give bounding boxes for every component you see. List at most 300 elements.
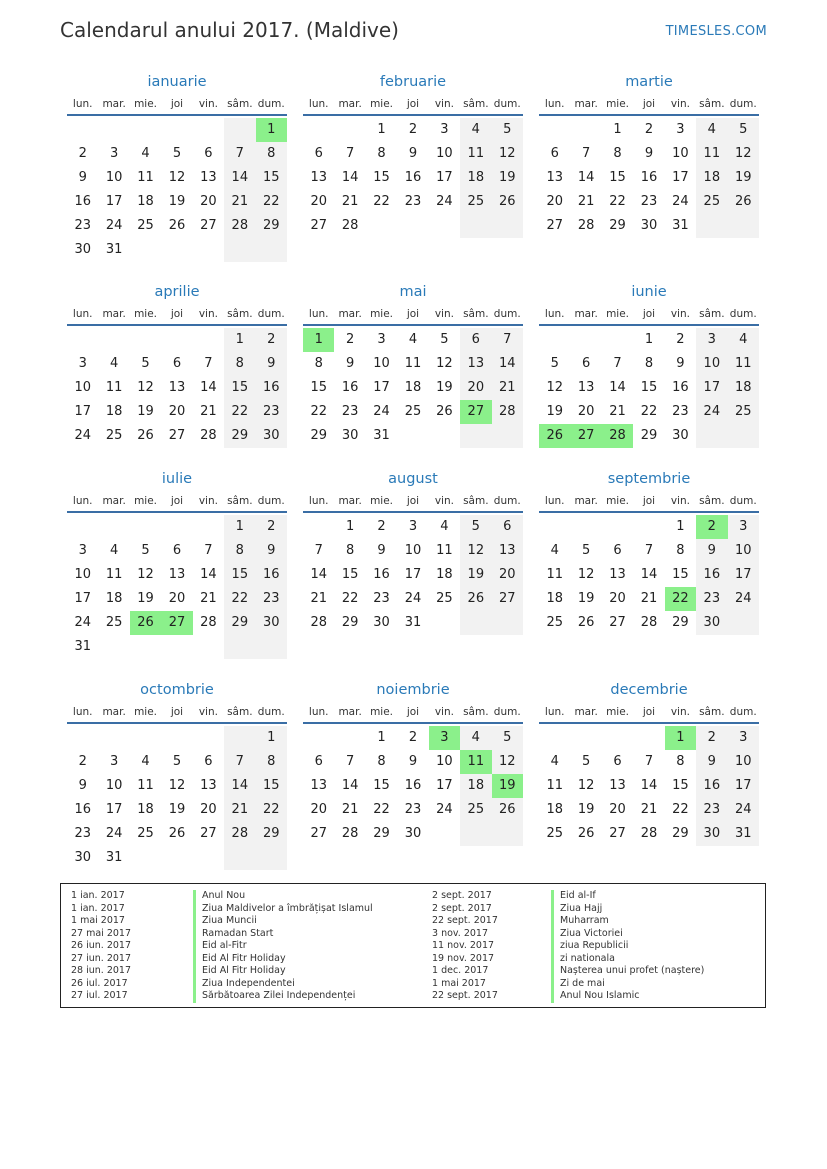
day-cell: 1	[303, 328, 334, 352]
empty-cell	[193, 515, 224, 539]
day-cell: 30	[404, 826, 422, 841]
day-cell: 19	[168, 802, 186, 817]
month-name: martie	[625, 74, 673, 90]
holiday-name-left: Ziua Independentei	[193, 978, 373, 991]
day-cell: 15	[310, 380, 327, 395]
day-cell: 19	[460, 563, 491, 587]
weekday-label: lun.	[72, 495, 93, 507]
day-cell: 2	[256, 515, 287, 539]
empty-cell	[492, 214, 523, 238]
day-cell: 27	[609, 826, 626, 841]
day-cell: 21	[224, 190, 255, 214]
weekday-label: mar.	[102, 706, 126, 718]
day-cell: 26	[577, 826, 595, 841]
day-cell: 19	[577, 802, 595, 817]
day-cell: 6	[613, 543, 622, 558]
day-cell: 4	[141, 146, 150, 161]
day-cell: 21	[640, 802, 658, 817]
empty-cell	[130, 328, 161, 352]
day-cell: 5	[581, 754, 591, 769]
day-cell: 10	[728, 750, 759, 774]
day-cell: 20	[200, 802, 217, 817]
day-cell: 12	[492, 142, 523, 166]
day-cell: 24	[728, 798, 759, 822]
weekday-label: joi	[642, 706, 656, 718]
day-cell: 12	[577, 778, 595, 793]
day-cell: 19	[137, 591, 154, 606]
day-cell: 18	[546, 591, 563, 606]
empty-cell	[256, 238, 287, 262]
empty-cell	[98, 726, 129, 750]
weekday-label: dum.	[729, 495, 757, 507]
weekday-label: joi	[642, 495, 656, 507]
empty-cell	[602, 515, 633, 539]
holiday-date-right: 22 sept. 2017	[432, 915, 498, 926]
day-cell: 26	[577, 615, 595, 630]
day-cell: 31	[74, 639, 91, 654]
empty-cell	[633, 515, 664, 539]
day-cell: 6	[550, 146, 559, 161]
day-cell: 29	[373, 826, 390, 841]
day-cell: 16	[74, 802, 91, 817]
day-cell: 23	[256, 400, 287, 424]
day-grid	[67, 515, 287, 659]
day-cell: 23	[640, 194, 658, 209]
month-name: noiembrie	[376, 682, 450, 698]
day-cell: 14	[577, 170, 595, 185]
day-cell: 22	[672, 802, 689, 817]
day-cell: 10	[436, 754, 453, 769]
weekday-label: lun.	[544, 495, 565, 507]
empty-cell	[193, 726, 224, 750]
day-cell: 30	[696, 611, 727, 635]
day-cell: 4	[696, 118, 727, 142]
empty-cell	[193, 238, 224, 262]
empty-cell	[397, 424, 428, 448]
day-cell: 10	[105, 778, 123, 793]
day-cell: 24	[696, 400, 727, 424]
day-cell: 3	[429, 726, 460, 750]
day-cell: 29	[672, 615, 689, 630]
empty-cell	[161, 238, 192, 262]
day-cell: 21	[577, 194, 595, 209]
day-cell: 10	[74, 380, 91, 395]
day-cell: 14	[224, 774, 255, 798]
day-cell: 7	[345, 754, 355, 769]
day-cell: 14	[492, 352, 523, 376]
day-cell: 23	[404, 802, 422, 817]
day-cell: 31	[373, 428, 390, 443]
day-cell: 8	[256, 142, 287, 166]
weekday-label: mar.	[102, 98, 126, 110]
day-cell: 9	[256, 539, 287, 563]
day-cell: 21	[224, 798, 255, 822]
day-cell: 18	[696, 166, 727, 190]
day-cell: 22	[341, 591, 359, 606]
day-cell: 16	[373, 567, 390, 582]
day-cell: 9	[676, 356, 685, 371]
day-cell: 25	[137, 218, 154, 233]
day-cell: 30	[696, 822, 727, 846]
day-cell: 12	[728, 142, 759, 166]
day-cell: 19	[436, 380, 453, 395]
day-cell: 14	[200, 380, 217, 395]
holiday-name-right: Ziua Victoriei	[551, 928, 704, 941]
day-cell: 26	[436, 404, 453, 419]
day-grid	[539, 515, 759, 635]
weekday-label: sâm.	[227, 495, 253, 507]
weekday-label: lun.	[72, 706, 93, 718]
empty-cell	[193, 328, 224, 352]
day-cell: 9	[256, 352, 287, 376]
day-cell: 4	[440, 519, 449, 534]
weekday-header	[539, 700, 759, 724]
day-cell: 8	[224, 352, 255, 376]
day-cell: 24	[436, 802, 453, 817]
day-cell: 30	[672, 428, 689, 443]
day-cell: 18	[137, 802, 154, 817]
day-cell: 31	[105, 242, 123, 257]
holiday-name-right: ziua Republicii	[551, 940, 704, 953]
holiday-name-left: Eid Al Fitr Holiday	[193, 953, 373, 966]
day-cell: 28	[577, 218, 595, 233]
empty-cell	[193, 846, 224, 870]
page-title: Calendarul anului 2017. (Maldive)	[60, 18, 399, 42]
holiday-date-right: 2 sept. 2017	[432, 890, 492, 901]
day-cell: 10	[373, 356, 390, 371]
day-cell: 4	[460, 118, 491, 142]
day-cell: 27	[310, 826, 327, 841]
day-cell: 17	[696, 376, 727, 400]
day-cell: 27	[200, 826, 217, 841]
day-cell: 25	[460, 190, 491, 214]
day-cell: 2	[408, 122, 418, 137]
empty-cell	[539, 515, 570, 539]
weekday-label: mie.	[606, 706, 630, 718]
weekday-label: vin.	[198, 308, 218, 320]
day-cell: 13	[577, 380, 595, 395]
weekday-header	[303, 489, 523, 513]
day-cell: 15	[256, 774, 287, 798]
weekday-header	[67, 489, 287, 513]
day-cell: 29	[640, 428, 658, 443]
day-cell: 15	[256, 166, 287, 190]
holiday-name-left: Eid al-Fitr	[193, 940, 373, 953]
day-cell: 14	[640, 778, 658, 793]
day-cell: 16	[640, 170, 658, 185]
day-cell: 3	[109, 146, 119, 161]
day-cell: 4	[408, 332, 418, 347]
empty-cell	[570, 515, 601, 539]
day-cell: 24	[436, 194, 453, 209]
empty-cell	[161, 118, 192, 142]
site-link[interactable]: TIMESLES.COM	[665, 24, 767, 39]
day-cell: 4	[109, 543, 119, 558]
day-cell: 25	[546, 826, 563, 841]
day-cell: 22	[256, 190, 287, 214]
weekday-label: mar.	[574, 308, 598, 320]
month-decembrie	[539, 680, 759, 846]
weekday-label: dum.	[493, 308, 521, 320]
day-cell: 23	[696, 587, 727, 611]
day-cell: 14	[341, 778, 359, 793]
day-cell: 3	[440, 122, 449, 137]
holiday-date-left: 27 mai 2017	[71, 927, 132, 939]
day-cell: 3	[377, 332, 386, 347]
empty-cell	[256, 635, 287, 659]
day-cell: 13	[168, 567, 186, 582]
weekday-label: lun.	[308, 308, 329, 320]
day-cell: 20	[310, 802, 327, 817]
day-cell: 4	[728, 328, 759, 352]
day-cell: 19	[492, 166, 523, 190]
day-cell: 21	[341, 802, 359, 817]
day-cell: 17	[672, 170, 689, 185]
holiday-name-right: Eid al-If	[551, 890, 704, 903]
empty-cell	[728, 214, 759, 238]
day-cell: 14	[200, 567, 217, 582]
day-cell: 5	[141, 543, 150, 558]
empty-cell	[397, 214, 428, 238]
holiday-date-left: 1 ian. 2017	[71, 902, 125, 914]
empty-cell	[570, 118, 601, 142]
empty-cell	[161, 515, 192, 539]
day-cell: 4	[550, 754, 559, 769]
weekday-label: mar.	[338, 495, 362, 507]
day-cell: 29	[310, 428, 327, 443]
empty-cell	[224, 238, 255, 262]
empty-cell	[224, 118, 255, 142]
day-cell: 24	[728, 587, 759, 611]
day-cell: 25	[404, 404, 422, 419]
day-cell: 18	[546, 802, 563, 817]
weekday-label: mie.	[370, 706, 394, 718]
day-cell: 9	[78, 778, 87, 793]
day-cell: 20	[577, 404, 595, 419]
month-name: august	[388, 471, 438, 487]
day-cell: 7	[644, 543, 654, 558]
day-cell: 18	[105, 404, 123, 419]
empty-cell	[130, 635, 161, 659]
month-name: iulie	[161, 471, 193, 487]
day-cell: 24	[74, 428, 91, 443]
day-cell: 28	[224, 214, 255, 238]
day-cell: 8	[377, 146, 386, 161]
day-cell: 20	[492, 563, 523, 587]
day-grid	[539, 118, 759, 238]
month-octombrie	[67, 680, 287, 870]
day-cell: 30	[640, 218, 658, 233]
day-cell: 6	[581, 356, 591, 371]
empty-cell	[696, 214, 727, 238]
day-cell: 15	[373, 170, 390, 185]
day-cell: 3	[676, 122, 685, 137]
empty-cell	[460, 822, 491, 846]
empty-cell	[161, 635, 192, 659]
holiday-date-right: 3 nov. 2017	[432, 927, 488, 939]
empty-cell	[429, 214, 460, 238]
holiday-date-right: 19 nov. 2017	[432, 952, 495, 964]
month-name: februarie	[379, 74, 447, 90]
day-cell: 1	[256, 726, 287, 750]
weekday-label: dum.	[493, 706, 521, 718]
weekday-label: mie.	[606, 98, 630, 110]
day-cell: 5	[172, 146, 182, 161]
day-cell: 28	[224, 822, 255, 846]
weekday-label: vin.	[670, 308, 690, 320]
weekday-header	[67, 700, 287, 724]
weekday-label: joi	[406, 308, 420, 320]
day-cell: 13	[546, 170, 563, 185]
day-cell: 2	[696, 726, 727, 750]
day-cell: 1	[256, 118, 287, 142]
empty-cell	[460, 214, 491, 238]
day-cell: 11	[696, 142, 727, 166]
weekday-label: vin.	[670, 98, 690, 110]
empty-cell	[67, 118, 98, 142]
day-cell: 12	[492, 750, 523, 774]
empty-cell	[334, 726, 365, 750]
weekday-label: mie.	[370, 308, 394, 320]
day-cell: 8	[613, 146, 622, 161]
day-cell: 8	[345, 543, 355, 558]
holiday-name-right: Muharram	[551, 915, 704, 928]
day-cell: 11	[728, 352, 759, 376]
day-cell: 23	[696, 798, 727, 822]
day-cell: 21	[200, 591, 217, 606]
day-cell: 24	[404, 591, 422, 606]
weekday-label: dum.	[729, 706, 757, 718]
empty-cell	[492, 424, 523, 448]
weekday-header	[539, 92, 759, 116]
day-cell: 16	[404, 170, 422, 185]
weekday-label: dum.	[257, 706, 285, 718]
weekday-label: joi	[170, 308, 184, 320]
day-cell: 11	[137, 778, 154, 793]
day-cell: 18	[460, 166, 491, 190]
day-cell: 5	[141, 356, 150, 371]
day-cell: 28	[341, 218, 359, 233]
day-cell: 28	[602, 424, 633, 448]
weekday-label: vin.	[434, 308, 454, 320]
day-cell: 13	[168, 380, 186, 395]
weekday-label: vin.	[198, 495, 218, 507]
day-cell: 30	[256, 424, 287, 448]
weekday-label: mar.	[102, 495, 126, 507]
day-cell: 15	[373, 778, 390, 793]
month-name: mai	[399, 284, 427, 300]
day-cell: 13	[492, 539, 523, 563]
day-cell: 24	[373, 404, 390, 419]
day-cell: 27	[168, 428, 186, 443]
weekday-label: dum.	[257, 308, 285, 320]
month-name: aprilie	[154, 284, 200, 300]
weekday-label: joi	[170, 495, 184, 507]
weekday-label: mar.	[574, 495, 598, 507]
empty-cell	[98, 635, 129, 659]
day-cell: 28	[640, 615, 658, 630]
day-cell: 27	[460, 400, 491, 424]
holiday-date-left: 1 mai 2017	[71, 915, 125, 926]
day-grid	[539, 328, 759, 448]
day-cell: 20	[168, 591, 186, 606]
day-cell: 19	[546, 404, 563, 419]
day-cell: 7	[204, 543, 213, 558]
weekday-label: joi	[406, 98, 420, 110]
empty-cell	[492, 822, 523, 846]
day-cell: 30	[341, 428, 359, 443]
day-cell: 2	[345, 332, 355, 347]
day-cell: 23	[373, 591, 390, 606]
empty-cell	[303, 726, 334, 750]
holiday-name-left: Ramadan Start	[193, 928, 373, 941]
day-cell: 9	[377, 543, 386, 558]
weekday-label: sâm.	[463, 98, 489, 110]
day-cell: 16	[256, 376, 287, 400]
day-grid	[303, 515, 523, 635]
month-name: decembrie	[610, 682, 688, 698]
day-cell: 25	[696, 190, 727, 214]
day-cell: 29	[672, 826, 689, 841]
holiday-name-left: Ziua Maldivelor a îmbrățișat Islamul	[193, 903, 373, 916]
weekday-label: lun.	[544, 308, 565, 320]
weekday-label: sâm.	[227, 308, 253, 320]
weekday-label: mie.	[134, 98, 158, 110]
day-cell: 18	[460, 774, 491, 798]
day-cell: 15	[341, 567, 359, 582]
day-cell: 8	[314, 356, 323, 371]
weekday-label: mie.	[370, 495, 394, 507]
day-cell: 28	[200, 428, 217, 443]
day-cell: 10	[672, 146, 689, 161]
day-cell: 20	[168, 404, 186, 419]
day-cell: 30	[74, 850, 91, 865]
weekday-header	[67, 92, 287, 116]
day-cell: 14	[341, 170, 359, 185]
holiday-name-left: Sărbătoarea Zilei Independenței	[193, 990, 373, 1003]
day-cell: 17	[728, 774, 759, 798]
weekday-header	[539, 302, 759, 326]
day-cell: 4	[109, 356, 119, 371]
day-cell: 9	[78, 170, 87, 185]
day-cell: 22	[310, 404, 327, 419]
weekday-header	[539, 489, 759, 513]
day-cell: 8	[256, 750, 287, 774]
day-cell: 2	[696, 515, 727, 539]
day-cell: 26	[460, 587, 491, 611]
day-cell: 7	[581, 146, 591, 161]
day-cell: 17	[373, 380, 390, 395]
day-cell: 29	[224, 424, 255, 448]
weekday-label: mie.	[134, 495, 158, 507]
holiday-date-right: 1 dec. 2017	[432, 965, 489, 976]
empty-cell	[130, 118, 161, 142]
day-cell: 11	[137, 170, 154, 185]
day-cell: 11	[546, 778, 563, 793]
day-cell: 17	[105, 194, 123, 209]
day-cell: 7	[224, 142, 255, 166]
weekday-label: joi	[406, 495, 420, 507]
day-cell: 24	[672, 194, 689, 209]
day-cell: 11	[436, 543, 453, 558]
weekday-label: lun.	[544, 98, 565, 110]
day-cell: 6	[613, 754, 622, 769]
weekday-label: dum.	[493, 495, 521, 507]
day-grid	[303, 118, 523, 238]
day-cell: 1	[644, 332, 654, 347]
day-cell: 12	[137, 567, 154, 582]
holiday-names-right	[551, 890, 704, 1003]
